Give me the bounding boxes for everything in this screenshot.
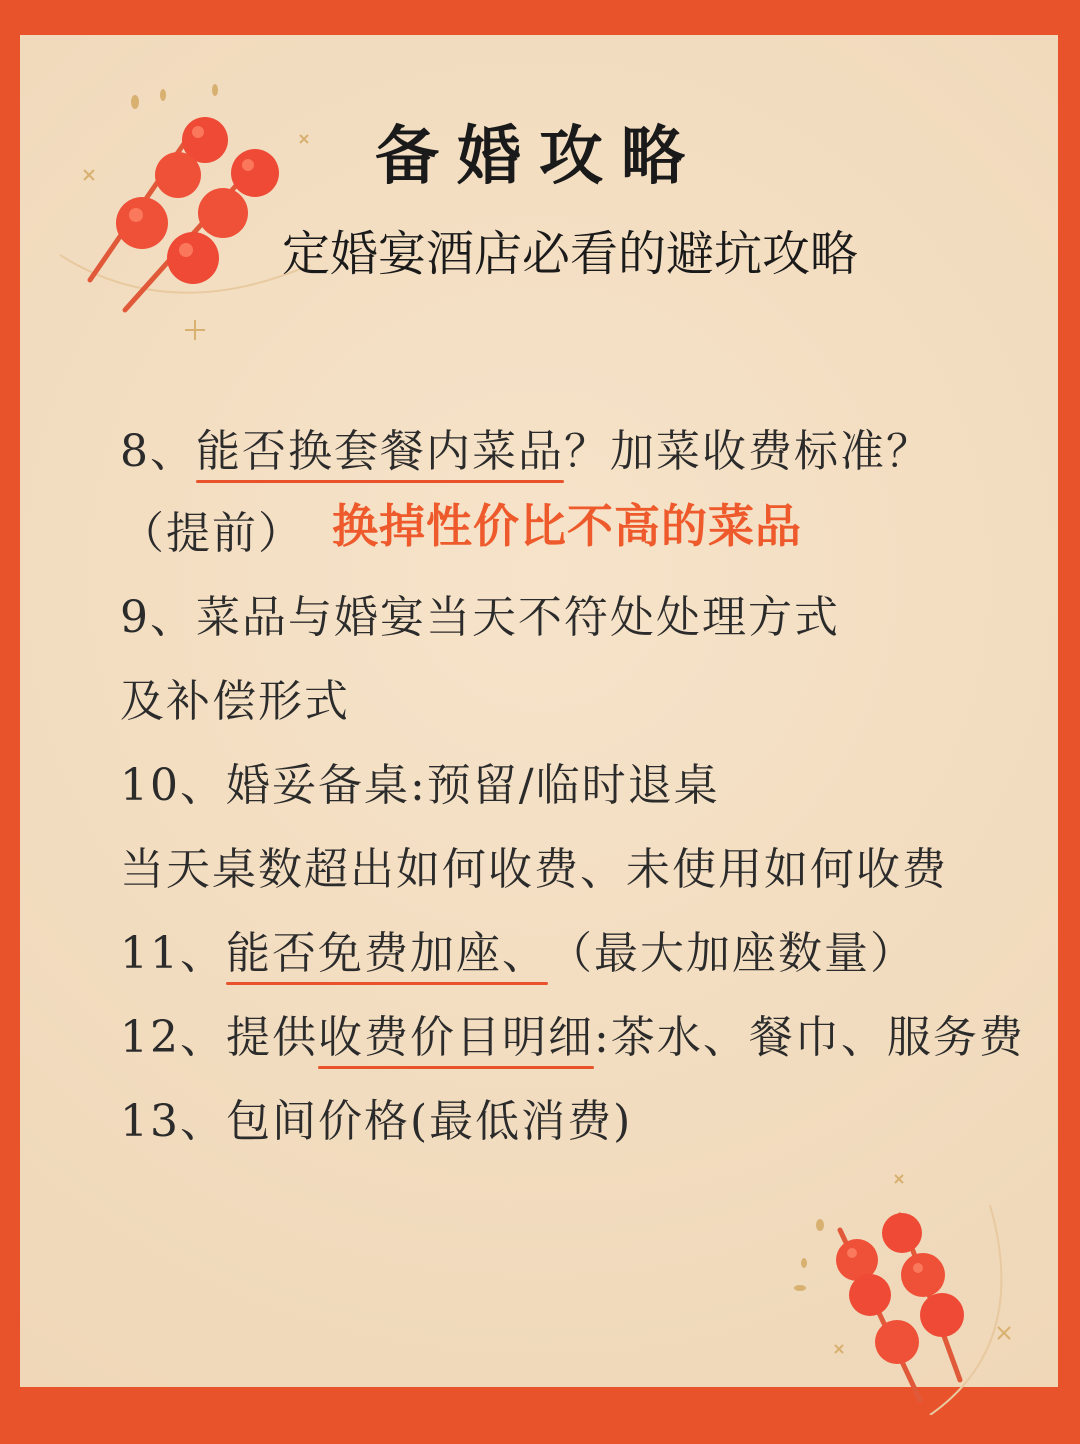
underlined-text: 收费价目明细 [318,1001,594,1065]
item-prefix: 12、提供 [120,1012,318,1063]
list-item-11 [120,917,916,981]
list-item-10: 10、婚妥备桌:预留/临时退桌 [120,760,720,811]
list-item-9: 9、菜品与婚宴当天不符处处理方式 [120,592,840,643]
poster-card [20,35,1058,1387]
highlight-text: 换掉性价比不高的菜品 [332,499,802,553]
item-rest: :茶水、餐巾、服务费 [594,1012,1025,1063]
page-title: 备婚攻略 [375,120,703,194]
underlined-text: 能否免费加座、 [226,917,548,981]
underlined-text: 能否换套餐内菜品 [196,415,564,479]
page-subtitle: 定婚宴酒店必看的避坑攻略 [282,226,859,282]
list-item-9-cont: 及补偿形式 [120,676,350,727]
item-rest: （最大加座数量） [548,928,916,979]
item-rest: ？加菜收费标准？ [564,426,932,477]
list-item-13: 13、包间价格(最低消费) [120,1096,633,1147]
item-prefix: 11、 [120,928,226,979]
list-item-8 [120,415,932,479]
tanghulu-skewer-icon [780,1165,1020,1415]
list-item-12 [120,1001,1025,1065]
item-prefix: 8、 [120,426,196,477]
list-item-10-cont: 当天桌数超出如何收费、未使用如何收费 [120,844,948,895]
list-item-8-note: （提前） [120,508,304,559]
